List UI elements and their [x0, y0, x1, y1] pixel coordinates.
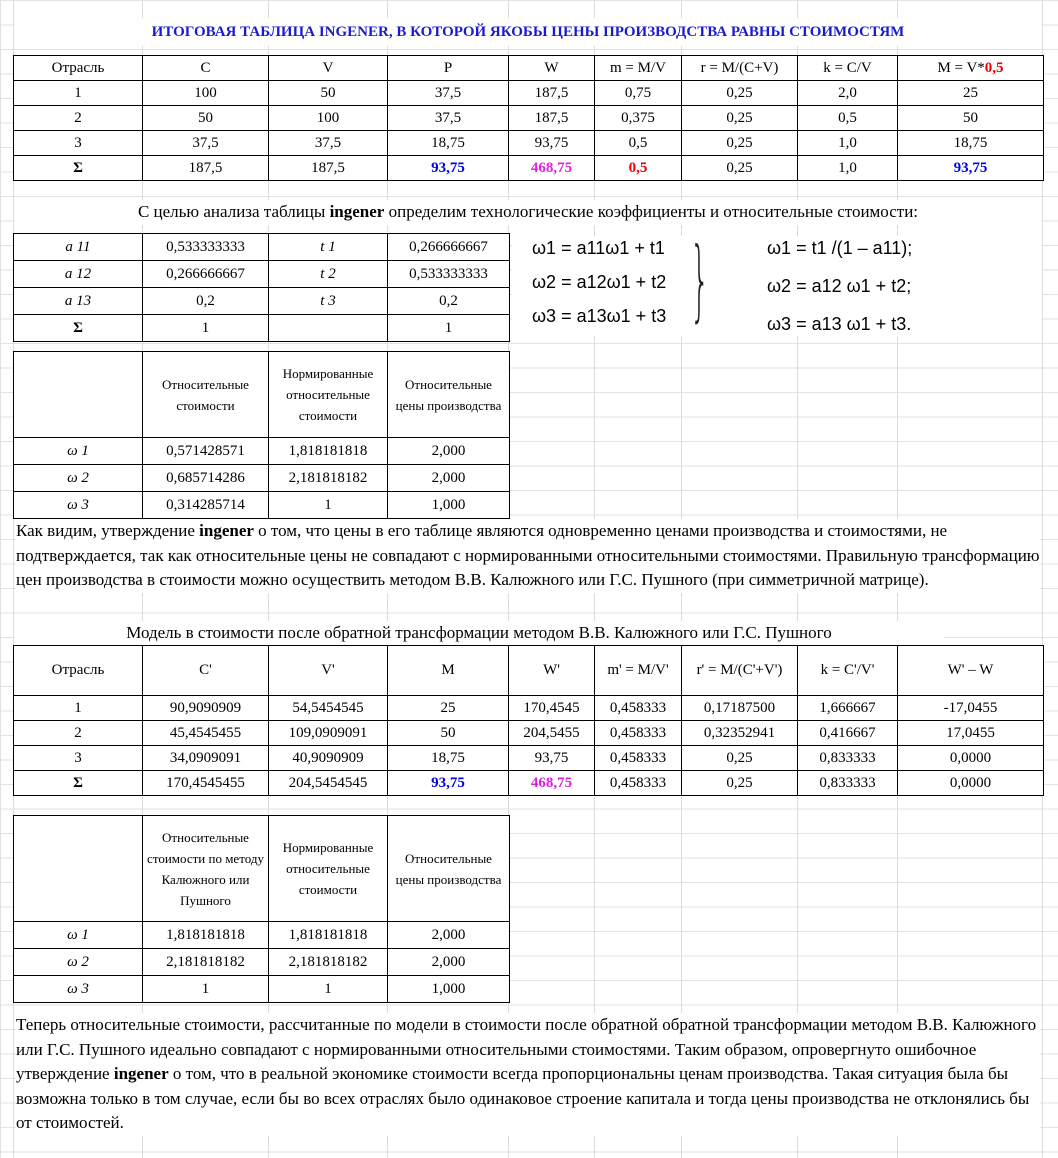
cell: 0,2 [143, 288, 269, 315]
cell: 50 [143, 106, 269, 131]
cell: 0,458333 [595, 721, 682, 746]
coef-label: t 1 [269, 234, 388, 261]
equation-3: ω3 = a13ω1 + t3 [532, 306, 667, 326]
cell: 3 [14, 746, 143, 771]
cell: 2,181818182 [269, 465, 388, 492]
table-row [14, 438, 510, 465]
cell: 0,458333 [595, 771, 682, 796]
header-cell: r = M/(C+V) [682, 56, 798, 81]
omega-label: ω 1 [14, 922, 143, 949]
cell: 100 [269, 106, 388, 131]
table-row [14, 465, 510, 492]
cell: 93,75 [509, 746, 595, 771]
cell: 1 [143, 976, 269, 1003]
cell: 0,25 [682, 106, 798, 131]
table-total-row [14, 315, 510, 342]
paragraph-part: Теперь относительные стоимости, рассчитанные по модели в стоимости после обратной обратной трансформации методом В.В. Калюжного или Г.С. Пушного идеально совпадают с нормированными относительными стоимостями. Таким образом, опровергнуто ошибочное утверждение [16, 1015, 1037, 1083]
cell: 2,000 [388, 438, 510, 465]
cell: 2 [14, 721, 143, 746]
cell: 170,4545 [509, 696, 595, 721]
table-row [14, 131, 1044, 156]
cell: 187,5 [509, 81, 595, 106]
header-cell: M [388, 646, 509, 696]
cell: 0,2 [388, 288, 510, 315]
cell: 1 [143, 315, 269, 342]
cell: 170,4545455 [143, 771, 269, 796]
omega-label: ω 2 [14, 465, 143, 492]
table-row [14, 106, 1044, 131]
ingener-summary-table [13, 55, 1044, 181]
transformed-model-table [13, 645, 1044, 796]
cell: 100 [143, 81, 269, 106]
header-cell [14, 816, 143, 922]
cell: 37,5 [269, 131, 388, 156]
cell: 1 [14, 81, 143, 106]
coef-label: t 2 [269, 261, 388, 288]
cell: 0,533333333 [143, 234, 269, 261]
cell: 2,000 [388, 949, 510, 976]
header-cell: V [269, 56, 388, 81]
cell: 18,75 [898, 131, 1044, 156]
cell: 54,5454545 [269, 696, 388, 721]
cell: 2,181818182 [269, 949, 388, 976]
table-row [14, 288, 510, 315]
intro-text [14, 200, 1042, 225]
cell: 0,685714286 [143, 465, 269, 492]
header-cell: W [509, 56, 595, 81]
cell: 2,000 [388, 465, 510, 492]
cell: 0,833333 [798, 771, 898, 796]
cell: 93,75 [509, 131, 595, 156]
cell: 0,75 [595, 81, 682, 106]
table-row [14, 721, 1044, 746]
cell: 0,17187500 [682, 696, 798, 721]
cell: 0,266666667 [143, 261, 269, 288]
cell: 204,5455 [509, 721, 595, 746]
cell: 0,25 [682, 81, 798, 106]
cell: 50 [898, 106, 1044, 131]
header-m-factor: 0,5 [984, 59, 1004, 76]
header-cell [898, 56, 1044, 81]
cell: 18,75 [388, 131, 509, 156]
header-cell: W' – W [898, 646, 1044, 696]
table-total-row [14, 771, 1044, 796]
intro-text-part: определим технологические коэффициенты и относительные стоимости: [384, 202, 919, 221]
header-cell: Относительные стоимости по методу Калюжного или Пушного [143, 816, 269, 922]
cell: 0,0000 [898, 771, 1044, 796]
cell: 25 [898, 81, 1044, 106]
page-title: ИТОГОВАЯ ТАБЛИЦА INGENER, В КОТОРОЙ ЯКОБЫ ЦЕНЫ ПРОИЗВОДСТВА РАВНЫ СТОИМОСТЯМ [14, 18, 1042, 46]
cell: 109,0909091 [269, 721, 388, 746]
cell: 37,5 [388, 81, 509, 106]
cell: 2 [14, 106, 143, 131]
cell: 1,818181818 [143, 922, 269, 949]
table-row [14, 976, 510, 1003]
model-title: Модель в стоимости после обратной трансформации методом В.В. Калюжного или Г.С. Пушного [14, 621, 944, 646]
table-row [14, 746, 1044, 771]
ingener-term: ingener [199, 521, 254, 540]
header-cell: P [388, 56, 509, 81]
cell: 187,5 [509, 106, 595, 131]
table-header-row [14, 56, 1044, 81]
cell: 187,5 [269, 156, 388, 181]
cell: 0,533333333 [388, 261, 510, 288]
sum-label: Σ [14, 156, 143, 181]
header-cell: Нормированные относительные стоимости [269, 352, 388, 438]
header-cell: m = M/V [595, 56, 682, 81]
header-cell: Относительные цены производства [388, 816, 510, 922]
cell: 3 [14, 131, 143, 156]
cell: 37,5 [388, 106, 509, 131]
header-cell: Относительные цены производства [388, 352, 510, 438]
coef-label: t 3 [269, 288, 388, 315]
cell: 204,5454545 [269, 771, 388, 796]
cell: 17,0455 [898, 721, 1044, 746]
cell: 468,75 [509, 771, 595, 796]
cell: 93,75 [388, 771, 509, 796]
paragraph-part: Как видим, утверждение [16, 521, 200, 540]
header-cell: V' [269, 646, 388, 696]
coefficients-table [13, 233, 510, 342]
cell: 0,32352941 [682, 721, 798, 746]
table-header-row [14, 352, 510, 438]
omega-label: ω 2 [14, 949, 143, 976]
cell: 1,000 [388, 976, 510, 1003]
solution-3: ω3 = a13 ω1 + t3. [767, 314, 912, 334]
cell: 0,571428571 [143, 438, 269, 465]
cell: 90,9090909 [143, 696, 269, 721]
cell: 0,5 [595, 131, 682, 156]
cell: 2,181818182 [143, 949, 269, 976]
table-row [14, 81, 1044, 106]
conclusion-paragraph-1 [16, 519, 1040, 593]
cell: 187,5 [143, 156, 269, 181]
sum-label: Σ [14, 315, 143, 342]
cell: 1 [269, 492, 388, 519]
cell: 25 [388, 696, 509, 721]
cell: 1 [269, 976, 388, 1003]
cell: 18,75 [388, 746, 509, 771]
cell: 0,266666667 [388, 234, 510, 261]
cell: 0,375 [595, 106, 682, 131]
cell: 0,314285714 [143, 492, 269, 519]
sum-label: Σ [14, 771, 143, 796]
header-cell: W' [509, 646, 595, 696]
table-header-row [14, 646, 1044, 696]
table-row [14, 922, 510, 949]
cell: 0,25 [682, 156, 798, 181]
intro-text-part: С целью анализа таблицы [137, 202, 330, 221]
header-cell: Относительные стоимости [143, 352, 269, 438]
cell: 93,75 [388, 156, 509, 181]
header-cell [14, 352, 143, 438]
conclusion-paragraph-2 [16, 1013, 1040, 1136]
cell: 34,0909091 [143, 746, 269, 771]
cell: 1,0 [798, 131, 898, 156]
cell: -17,0455 [898, 696, 1044, 721]
right-brace-icon: } [690, 228, 710, 331]
cell: 1 [388, 315, 510, 342]
table-header-row [14, 816, 510, 922]
cell: 40,9090909 [269, 746, 388, 771]
header-cell: Нормированные относительные стоимости [269, 816, 388, 922]
ingener-term: ingener [113, 1064, 169, 1083]
table-row [14, 696, 1044, 721]
cell: 0,25 [682, 771, 798, 796]
table-row [14, 492, 510, 519]
cell: 0,458333 [595, 746, 682, 771]
omega-label: ω 3 [14, 492, 143, 519]
cell: 1,000 [388, 492, 510, 519]
header-cell: k = C/V [798, 56, 898, 81]
header-cell: k = C'/V' [798, 646, 898, 696]
coef-label: a 13 [14, 288, 143, 315]
cell: 0,416667 [798, 721, 898, 746]
paragraph-part: о том, что цены в его таблице являются одновременно ценами производства и стоимостями, не подтверждается, так как относительные цены не совпадают с нормированными относительными стоимостями. Правильную трансформацию цен производства в стоимости можно осуществить методом В.В. Калюжного или Г.С. Пушного (при симметричной матрице). [16, 521, 1040, 589]
cell: 0,25 [682, 131, 798, 156]
cell: 2,0 [798, 81, 898, 106]
omega-label: ω 3 [14, 976, 143, 1003]
cell: 0,5 [798, 106, 898, 131]
cell: 93,75 [898, 156, 1044, 181]
omega-label: ω 1 [14, 438, 143, 465]
cell: 1 [14, 696, 143, 721]
cell: 0,0000 [898, 746, 1044, 771]
solution-2: ω2 = a12 ω1 + t2; [767, 276, 912, 296]
paragraph-part: о том, что в реальной экономике стоимости всегда пропорциональны ценам производства. Такая ситуация была бы возможна только в том случае, если бы во всех отраслях было одинаковое строение капитала и тогда цены производства не отклонялись бы от стоимостей. [16, 1064, 1030, 1132]
cell: 1,666667 [798, 696, 898, 721]
relative-values-table [13, 351, 510, 519]
header-cell: Отрасль [14, 646, 143, 696]
cell: 50 [388, 721, 509, 746]
header-cell: C [143, 56, 269, 81]
table-total-row [14, 156, 1044, 181]
cell: 0,833333 [798, 746, 898, 771]
solution-1: ω1 = t1 /(1 – a11); [767, 238, 913, 258]
ingener-term: ingener [329, 202, 385, 221]
header-cell: m' = M/V' [595, 646, 682, 696]
cell: 1,0 [798, 156, 898, 181]
cell: 0,5 [595, 156, 682, 181]
header-cell: Отрасль [14, 56, 143, 81]
cell: 1,818181818 [269, 438, 388, 465]
equation-system [512, 228, 1042, 336]
cell: 1,818181818 [269, 922, 388, 949]
table-row [14, 234, 510, 261]
coef-label: a 12 [14, 261, 143, 288]
equation-1: ω1 = a11ω1 + t1 [532, 238, 665, 258]
coef-label: a 11 [14, 234, 143, 261]
cell: 0,458333 [595, 696, 682, 721]
cell: 37,5 [143, 131, 269, 156]
cell: 50 [269, 81, 388, 106]
header-cell: C' [143, 646, 269, 696]
cell: 0,25 [682, 746, 798, 771]
kalyuzhny-pushnoy-table [13, 815, 510, 1003]
cell [269, 315, 388, 342]
cell: 468,75 [509, 156, 595, 181]
cell: 45,4545455 [143, 721, 269, 746]
equation-2: ω2 = a12ω1 + t2 [532, 272, 667, 292]
cell: 2,000 [388, 922, 510, 949]
header-m-label: M = V* [937, 59, 985, 76]
header-cell: r' = M/(C'+V') [682, 646, 798, 696]
table-row [14, 949, 510, 976]
table-row [14, 261, 510, 288]
